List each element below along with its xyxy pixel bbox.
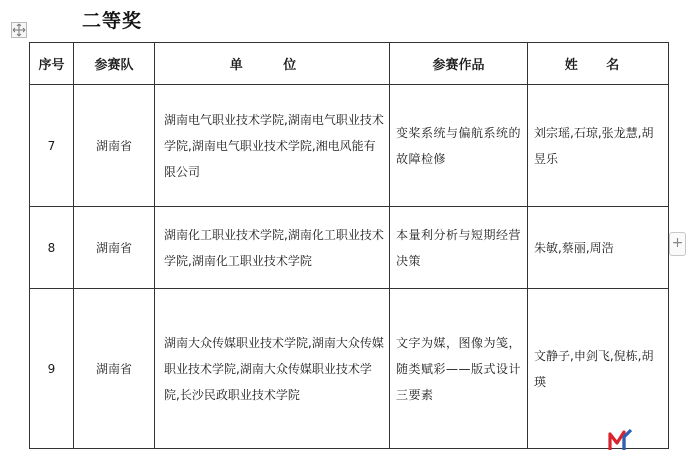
header-work: 参赛作品 <box>390 43 528 85</box>
row-work: 文字为媒，图像为笺，随类赋彩——版式设计三要素 <box>390 289 528 449</box>
award-table <box>29 42 669 449</box>
row-work: 变桨系统与偏航系统的故障检修 <box>390 85 528 207</box>
row-work: 本量利分析与短期经营决策 <box>390 207 528 289</box>
row-unit: 湖南电气职业技术学院,湖南电气职业技术学院,湖南电气职业技术学院,湘电风能有限公司 <box>155 85 390 207</box>
row-name: 朱敏,蔡丽,周浩 <box>528 207 669 289</box>
row-unit: 湖南大众传媒职业技术学院,湖南大众传媒职业技术学院,湖南大众传媒职业技术学院,长沙民政职业技术学院 <box>155 289 390 449</box>
table-header-row <box>30 43 669 85</box>
move-arrows-icon <box>12 23 26 37</box>
table-row <box>30 85 669 207</box>
row-name: 刘宗瑶,石琼,张龙慧,胡昱乐 <box>528 85 669 207</box>
row-index: 7 <box>30 85 74 207</box>
table-move-handle[interactable] <box>11 22 27 38</box>
row-index: 8 <box>30 207 74 289</box>
row-team: 湖南省 <box>74 85 155 207</box>
header-index: 序号 <box>30 43 74 85</box>
header-name: 姓 名 <box>528 43 669 85</box>
page-title: 二等奖 <box>82 10 143 32</box>
table-row <box>30 207 669 289</box>
row-team: 湖南省 <box>74 207 155 289</box>
row-name: 文静子,申剑飞,倪栋,胡瑛 <box>528 289 669 449</box>
table-row <box>30 289 669 449</box>
header-team: 参赛队 <box>74 43 155 85</box>
add-column-button[interactable]: + <box>669 232 686 256</box>
m-logo-icon <box>607 428 637 452</box>
row-team: 湖南省 <box>74 289 155 449</box>
row-index: 9 <box>30 289 74 449</box>
header-unit: 单 位 <box>155 43 390 85</box>
row-unit: 湖南化工职业技术学院,湖南化工职业技术学院,湖南化工职业技术学院 <box>155 207 390 289</box>
